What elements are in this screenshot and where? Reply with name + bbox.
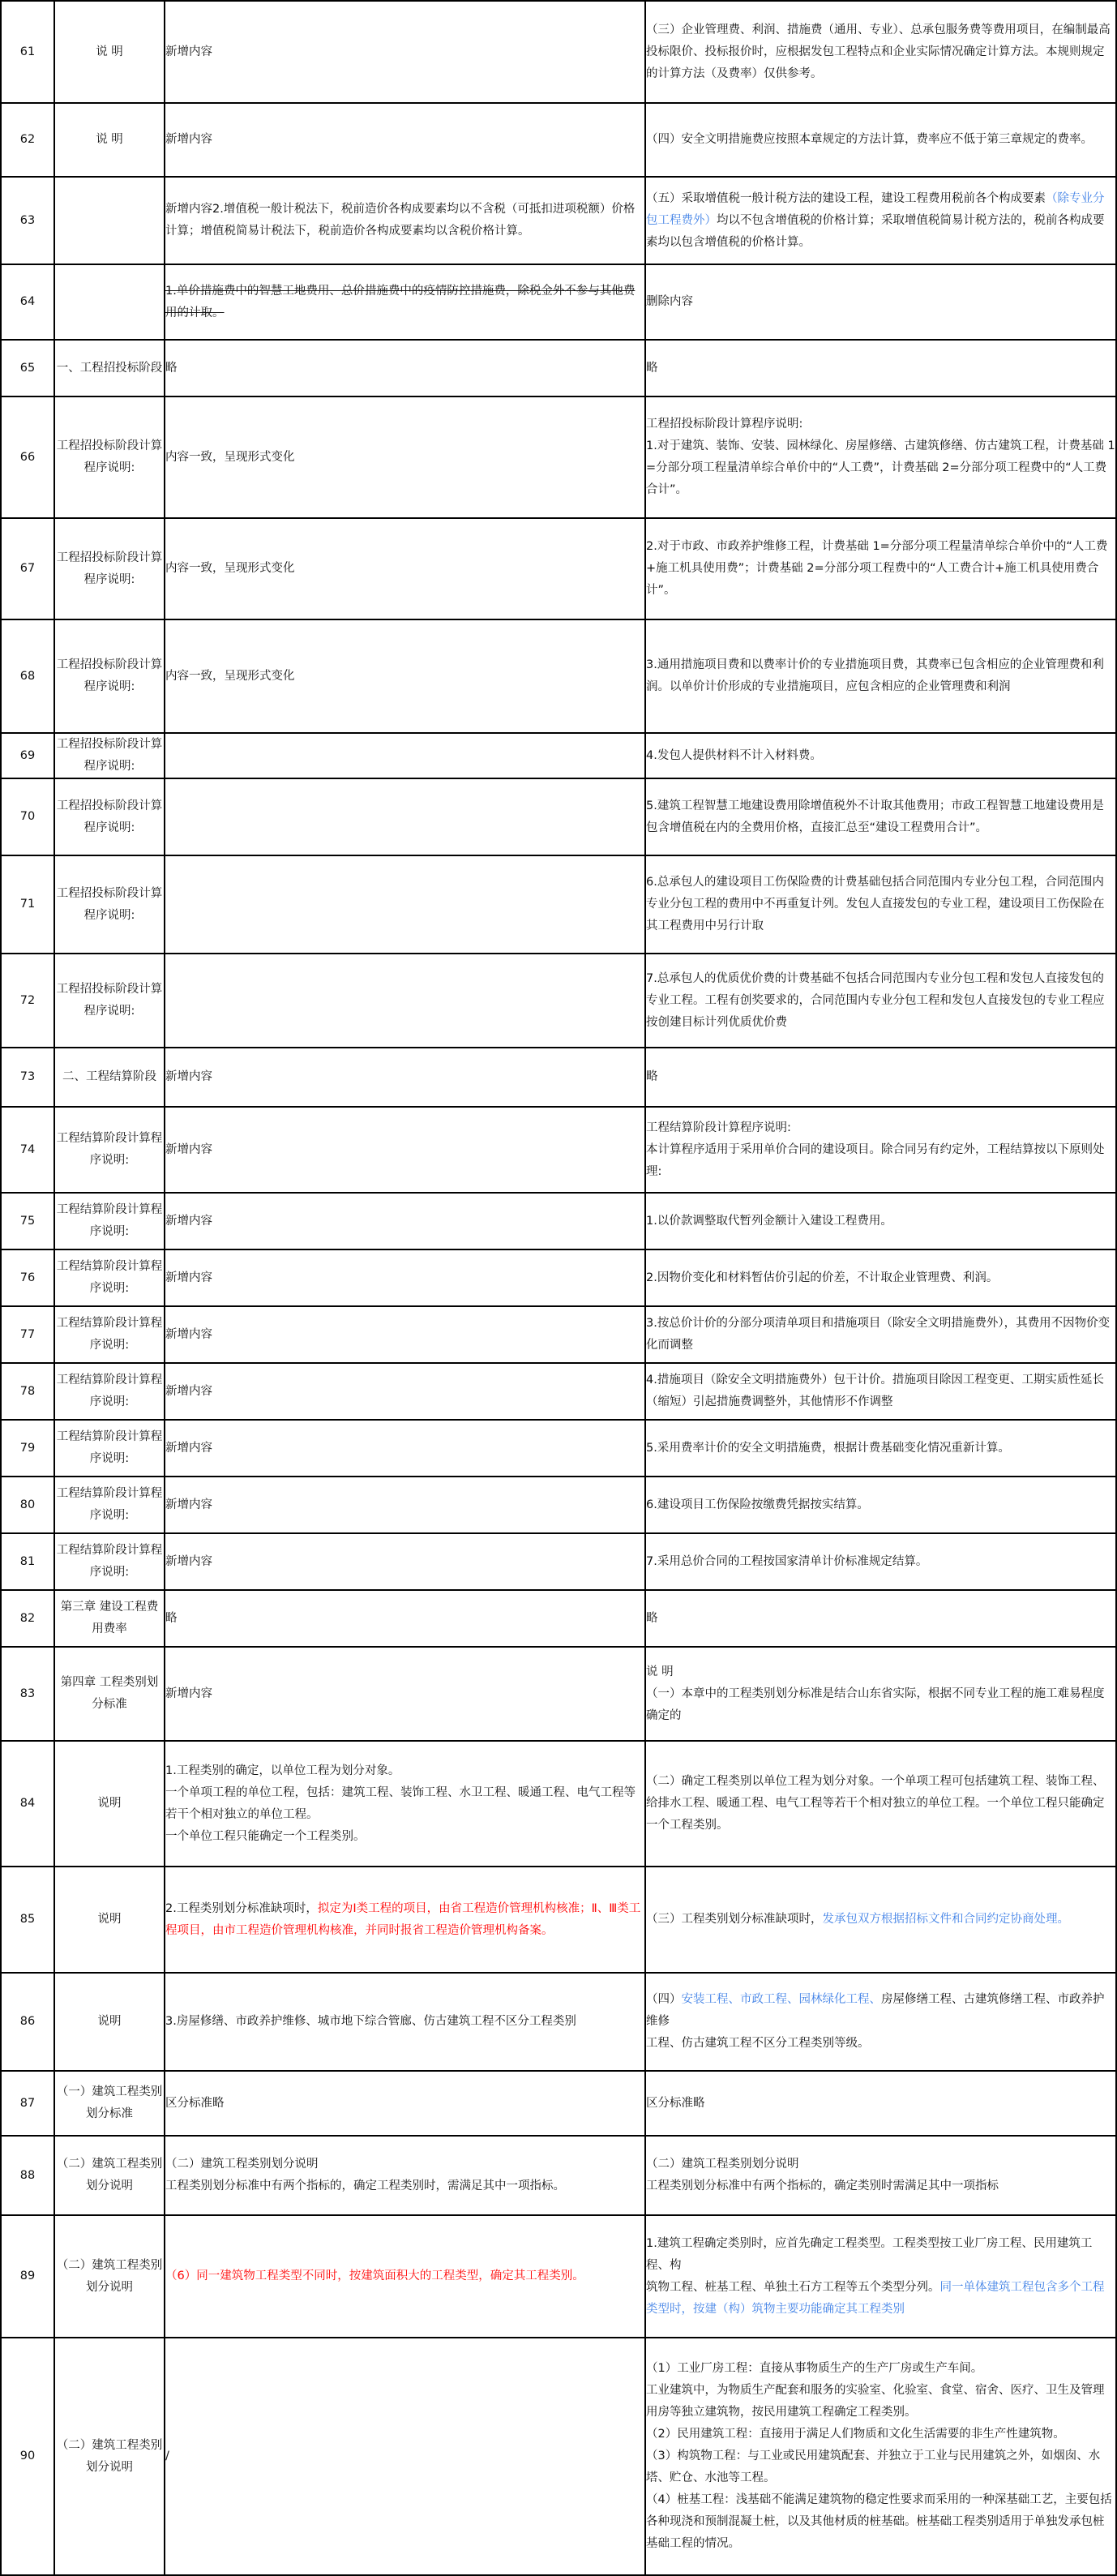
table-row [1, 778, 1116, 855]
cell-text: 新增内容 [165, 1384, 212, 1398]
cell-text: 5.采用费率计价的安全文明措施费，根据计费基础变化情况重新计算。 [646, 1441, 1010, 1455]
deleted-text: 1.单价措施费中的智慧工地费用、总价措施费中的疫情防控措施费，除税金外不参与其他费用的计取。 [165, 284, 636, 319]
section-cell: 工程招投标阶段计算程序说明: [54, 778, 165, 855]
table-row [1, 396, 1116, 518]
section-cell: 说明 [54, 1973, 165, 2071]
section-cell: 工程招投标阶段计算程序说明: [54, 396, 165, 518]
original-content-cell [165, 518, 645, 619]
cell-text-line: 一个单位工程只能确定一个工程类别。 [165, 1829, 366, 1843]
row-number: 62 [1, 103, 54, 177]
cell-text: 内容一致，呈现形式变化 [165, 450, 295, 464]
red-highlight-text: （6）同一建筑物工程类型不同时，按建筑面积大的工程类型，确定其工程类别。 [165, 2270, 584, 2282]
row-number: 80 [1, 1477, 54, 1533]
table-row [1, 855, 1116, 954]
cell-text: 略 [646, 361, 658, 375]
revised-content-cell [645, 1867, 1116, 1973]
table-row [1, 1, 1116, 103]
revised-content-cell [645, 1363, 1116, 1420]
cell-text: 3.通用措施项目费和以费率计价的专业措施项目费，其费率已包含相应的企业管理费和利润。以单价计价形成的专业措施项目，应包含相应的企业管理费和利润 [646, 658, 1104, 693]
row-number: 64 [1, 264, 54, 340]
cell-text: 工程招投标阶段计算程序说明: [646, 418, 803, 431]
section-cell: （二）建筑工程类别划分说明 [54, 2136, 165, 2215]
blue-highlight-text: 发承包双方根据招标文件和合同约定协商处理。 [822, 1913, 1069, 1926]
cell-text: （五）采取增值税一般计税方法的建设工程，建设工程费用税前各个构成要素 [646, 191, 1046, 205]
revised-content-cell [645, 1477, 1116, 1533]
revised-content-cell [645, 177, 1116, 264]
revised-content-cell [645, 954, 1116, 1048]
row-number: 69 [1, 733, 54, 778]
table-row [1, 1867, 1116, 1973]
row-number: 79 [1, 1420, 54, 1477]
revised-content-cell [645, 1249, 1116, 1306]
cell-text: 5.建筑工程智慧工地建设费用除增值税外不计取其他费用；市政工程智慧工地建设费用是包含增值税在内的全费用价格，直接汇总至“建设工程费用合计”。 [646, 799, 1104, 834]
row-number: 63 [1, 177, 54, 264]
cell-text: 1.对于建筑、装饰、安装、园林绿化、房屋修缮、古建筑修缮、仿古建筑工程，计费基础 1=分部分项工程量清单综合单价中的“人工费”，计费基础 2=分部分项工程费中的“人工费合计”。 [646, 439, 1115, 496]
row-number: 73 [1, 1048, 54, 1107]
revised-content-cell [645, 396, 1116, 518]
table-row [1, 1533, 1116, 1590]
cell-text: 略 [165, 1611, 178, 1625]
cell-text: 4.发包人提供材料不计入材料费。 [646, 748, 822, 762]
table-row [1, 1249, 1116, 1306]
section-cell: 一、工程招投标阶段 [54, 340, 165, 396]
table-row [1, 1193, 1116, 1249]
revised-content-cell [645, 518, 1116, 619]
cell-text: 2.因物价变化和材料暂估价引起的价差，不计取企业管理费、利润。 [646, 1271, 999, 1284]
cell-text: 工程类别划分标准中有两个指标的，确定类别时需满足其中一项指标 [646, 2180, 999, 2192]
original-content-cell [165, 264, 645, 340]
row-number: 72 [1, 954, 54, 1048]
cell-text: 筑物工程、桩基工程、单独土石方工程等五个类型分列。 [646, 2280, 940, 2294]
revised-content-cell [645, 1420, 1116, 1477]
table-row [1, 2136, 1116, 2215]
cell-text: 3.按总价计价的分部分项清单项目和措施项目（除安全文明措施费外），其费用不因物价变化而调整 [646, 1317, 1111, 1352]
table-row [1, 2071, 1116, 2136]
row-number: 61 [1, 1, 54, 103]
section-cell: 工程招投标阶段计算程序说明: [54, 518, 165, 619]
cell-text-line: 工程类别划分标准中有两个指标的，确定工程类别时，需满足其中一项指标。 [165, 2180, 565, 2192]
cell-text: 新增内容 [165, 45, 212, 58]
row-number: 86 [1, 1973, 54, 2071]
section-cell: 工程结算阶段计算程序说明: [54, 1249, 165, 1306]
original-content-cell [165, 2136, 645, 2215]
section-cell: 工程结算阶段计算程序说明: [54, 1306, 165, 1363]
cell-text-line: （二）建筑工程类别划分说明 [165, 2158, 319, 2171]
original-content-cell [165, 1477, 645, 1533]
table-row [1, 1477, 1116, 1533]
original-content-cell [165, 778, 645, 855]
section-cell [54, 264, 165, 340]
revised-content-cell [645, 1533, 1116, 1590]
table-row [1, 1107, 1116, 1193]
row-number: 81 [1, 1533, 54, 1590]
cell-text: 新增内容 [165, 1687, 212, 1700]
section-cell: （二）建筑工程类别划分说明 [54, 2215, 165, 2338]
cell-text: 均以不包含增值税的价格计算；采取增值税简易计税方法的，税前各构成要素均以包含增值税的价格计算。 [646, 213, 1105, 249]
table-row [1, 340, 1116, 396]
cell-text: 略 [646, 1611, 658, 1625]
row-number: 90 [1, 2338, 54, 2575]
original-content-cell [165, 1420, 645, 1477]
section-cell: 工程招投标阶段计算程序说明: [54, 619, 165, 733]
blue-highlight-text: （除专业分包工程费外） [646, 191, 1105, 227]
cell-text: 区分标准略 [165, 2096, 225, 2110]
cell-text: 删除内容 [646, 295, 693, 308]
cell-text: （四）安全文明措施费应按照本章规定的方法计算，费率应不低于第三章规定的费率。 [646, 133, 1093, 146]
cell-text: （二）确定工程类别以单位工程为划分对象。一个单项工程可包括建筑工程、装饰工程、给排水工程、暖通工程、电气工程等若干个相对独立的单位工程。一个单位工程只能确定一个工程类别。 [646, 1775, 1105, 1832]
table-row [1, 1647, 1116, 1741]
revised-content-cell [645, 2136, 1116, 2215]
original-content-cell [165, 2071, 645, 2136]
cell-text: 新增内容 [165, 1214, 212, 1228]
table-row [1, 2338, 1116, 2575]
original-content-cell [165, 2338, 645, 2575]
revised-content-cell [645, 1973, 1116, 2071]
table-row [1, 1973, 1116, 2071]
cell-text: 说 明 [646, 1665, 674, 1678]
row-number: 85 [1, 1867, 54, 1973]
cell-text: 7.总承包人的优质优价费的计费基础不包括合同范围内专业分包工程和发包人直接发包的专业工程。工程有创奖要求的，合同范围内专业分包工程和发包人直接发包的专业工程应按创建目标计列优质优价费 [646, 971, 1105, 1029]
original-content-cell [165, 1867, 645, 1973]
row-number: 82 [1, 1590, 54, 1647]
cell-text: 新增内容 [165, 133, 212, 146]
revised-content-cell [645, 778, 1116, 855]
original-content-cell [165, 1, 645, 103]
cell-text: 1.以价款调整取代暂列金额计入建设工程费用。 [646, 1214, 892, 1228]
revised-content-cell [645, 1048, 1116, 1107]
cell-text: 1.建筑工程确定类别时，应首先确定工程类型。工程类型按工业厂房工程、民用建筑工程、构 [646, 2236, 1093, 2272]
revised-content-cell [645, 103, 1116, 177]
revised-content-cell [645, 1741, 1116, 1867]
section-cell: 工程结算阶段计算程序说明: [54, 1107, 165, 1193]
cell-text: 新增内容 [165, 1327, 212, 1341]
row-number: 68 [1, 619, 54, 733]
cell-text: 2.对于市政、市政养护维修工程，计费基础 1=分部分项工程量清单综合单价中的“人工费+施工机具使用费”；计费基础 2=分部分项工程费中的“人工费合计+施工机具使用费合计”。 [646, 540, 1108, 597]
section-cell: 工程结算阶段计算程序说明: [54, 1477, 165, 1533]
table-row [1, 1741, 1116, 1867]
row-number: 84 [1, 1741, 54, 1867]
cell-text: （2）民用建筑工程：直接用于满足人们物质和文化生活需要的非生产性建筑物。 [646, 2428, 1065, 2441]
original-content-cell [165, 855, 645, 954]
revised-content-cell [645, 2338, 1116, 2575]
revised-content-cell [645, 2071, 1116, 2136]
original-content-cell [165, 1647, 645, 1741]
revised-content-cell [645, 1107, 1116, 1193]
cell-text: （三）工程类别划分标准缺项时， [646, 1913, 823, 1926]
row-number: 76 [1, 1249, 54, 1306]
section-cell [54, 177, 165, 264]
cell-text: / [165, 2450, 169, 2462]
revised-content-cell [645, 264, 1116, 340]
revised-content-cell [645, 1193, 1116, 1249]
section-cell: 工程招投标阶段计算程序说明: [54, 855, 165, 954]
section-cell: 第四章 工程类别划分标准 [54, 1647, 165, 1741]
table-row [1, 733, 1116, 778]
table-row [1, 518, 1116, 619]
cell-text: （一）本章中的工程类别划分标准是结合山东省实际，根据不同专业工程的施工难易程度确定的 [646, 1687, 1105, 1722]
cell-text-line: 一个单项工程的单位工程，包括：建筑工程、装饰工程、水卫工程、暖通工程、电气工程等若干个相对独立的单位工程。 [165, 1785, 636, 1821]
revised-content-cell [645, 619, 1116, 733]
section-cell: 说明 [54, 1741, 165, 1867]
revised-content-cell [645, 855, 1116, 954]
row-number: 89 [1, 2215, 54, 2338]
row-number: 66 [1, 396, 54, 518]
revised-content-cell [645, 340, 1116, 396]
cell-text: 区分标准略 [646, 2096, 705, 2110]
cell-text: （4）桩基工程：浅基础不能满足建筑物的稳定性要求而采用的一种深基础工艺，主要包括各种现浇和预制混凝土桩，以及其他材质的桩基础。桩基础工程类别适用于单独发承包桩基础工程的情况。 [646, 2493, 1112, 2550]
table-body [1, 1, 1116, 2575]
section-cell: 说 明 [54, 103, 165, 177]
original-content-cell [165, 1249, 645, 1306]
row-number: 71 [1, 855, 54, 954]
original-content-cell [165, 733, 645, 778]
original-content-cell [165, 177, 645, 264]
row-number: 83 [1, 1647, 54, 1741]
row-number: 78 [1, 1363, 54, 1420]
cell-text: （1）工业厂房工程：直接从事物质生产的生产厂房或生产车间。 [646, 2362, 983, 2375]
section-cell: 工程结算阶段计算程序说明: [54, 1533, 165, 1590]
cell-text: 4.措施项目（除安全文明措施费外）包干计价。措施项目除因工程变更、工期实质性延长（缩短）引起措施费调整外，其他情形不作调整 [646, 1374, 1104, 1408]
original-content-cell [165, 396, 645, 518]
cell-text: 内容一致，呈现形式变化 [165, 562, 295, 575]
cell-text: 6.建设项目工伤保险按缴费凭据按实结算。 [646, 1498, 869, 1511]
cell-text: （四） [646, 1993, 682, 2006]
cell-text: 略 [165, 361, 178, 375]
cell-text: 7.采用总价合同的工程按国家清单计价标准规定结算。 [646, 1554, 928, 1568]
blue-highlight-text: 同一单体建筑工程包含多个工程类型时，按建（构）筑物主要功能确定其工程类别 [646, 2280, 1105, 2316]
original-content-cell [165, 619, 645, 733]
revised-content-cell [645, 1306, 1116, 1363]
original-content-cell [165, 1306, 645, 1363]
cell-text-line: 1.工程类别的确定，以单位工程为划分对象。 [165, 1764, 400, 1777]
revised-content-cell [645, 1, 1116, 103]
cell-text: 新增内容 [165, 1498, 212, 1511]
section-cell: 二、工程结算阶段 [54, 1048, 165, 1107]
cell-text: 工程结算阶段计算程序说明: [646, 1121, 791, 1134]
blue-highlight-text: 安装工程、市政工程、园林绿化工程、 [681, 1993, 881, 2006]
cell-text: （3）构筑物工程：与工业或民用建筑配套、并独立于工业与民用建筑之外，如烟囱、水塔、贮仓、水池等工程。 [646, 2450, 1101, 2484]
revised-content-cell [645, 733, 1116, 778]
revised-content-cell [645, 2215, 1116, 2338]
section-cell: 第三章 建设工程费用费率 [54, 1590, 165, 1647]
row-number: 74 [1, 1107, 54, 1193]
section-cell: 工程招投标阶段计算程序说明: [54, 733, 165, 778]
row-number: 67 [1, 518, 54, 619]
table-row [1, 2215, 1116, 2338]
cell-text: 2.工程类别划分标准缺项时， [165, 1901, 318, 1915]
original-content-cell [165, 340, 645, 396]
original-content-cell [165, 2215, 645, 2338]
table-row [1, 264, 1116, 340]
cell-text: 工程、仿古建筑工程不区分工程类别等级。 [646, 2037, 870, 2050]
row-number: 70 [1, 778, 54, 855]
table-row [1, 619, 1116, 733]
row-number: 88 [1, 2136, 54, 2215]
original-content-cell [165, 1048, 645, 1107]
cell-text: 略 [646, 1070, 658, 1083]
revised-content-cell [645, 1647, 1116, 1741]
section-cell: 工程招投标阶段计算程序说明: [54, 954, 165, 1048]
table-row [1, 1420, 1116, 1477]
original-content-cell [165, 954, 645, 1048]
section-cell: （二）建筑工程类别划分说明 [54, 2338, 165, 2575]
original-content-cell [165, 1973, 645, 2071]
cell-text: 3.房屋修缮、市政养护维修、城市地下综合管廊、仿古建筑工程不区分工程类别 [165, 2015, 576, 2028]
original-content-cell [165, 1363, 645, 1420]
row-number: 75 [1, 1193, 54, 1249]
original-content-cell [165, 1590, 645, 1647]
cell-text: 6.总承包人的建设项目工伤保险费的计费基础包括合同范围内专业分包工程，合同范围内专业分包工程的费用中不再重复计列。发包人直接发包的专业工程，建设项目工伤保险在其工程费用中另行计取 [646, 876, 1105, 932]
original-content-cell [165, 1533, 645, 1590]
cell-text: （三）企业管理费、利润、措施费（通用、专业）、总承包服务费等费用项目，在编制最高投标限价、投标报价时，应根据发包工程特点和企业实际情况确定计算方法。本规则规定的计算方法（及费率）仅供参考。 [646, 23, 1111, 80]
cell-text: （二）建筑工程类别划分说明 [646, 2158, 799, 2171]
table-row [1, 954, 1116, 1048]
cell-text: 新增内容2.增值税一般计税法下，税前造价各构成要素均以不含税（可抵扣进项税额）价格计算；增值税简易计税法下，税前造价各构成要素均以含税价格计算。 [165, 203, 636, 238]
original-content-cell [165, 1193, 645, 1249]
table-row [1, 177, 1116, 264]
table-row [1, 1048, 1116, 1107]
cell-text: 新增内容 [165, 1142, 212, 1156]
cell-text: 新增内容 [165, 1070, 212, 1083]
original-content-cell [165, 1741, 645, 1867]
table-row [1, 1590, 1116, 1647]
row-number: 65 [1, 340, 54, 396]
cell-text: 房屋修缮工程、古建筑修缮工程、市政养护维修 [646, 1993, 1105, 2028]
cell-text: 新增内容 [165, 1554, 212, 1568]
cell-text: 新增内容 [165, 1271, 212, 1284]
revised-content-cell [645, 1590, 1116, 1647]
section-cell: 说 明 [54, 1, 165, 103]
cell-text: 本计算程序适用于采用单价合同的建设项目。除合同另有约定外，工程结算按以下原则处理: [646, 1142, 1105, 1178]
cell-text: 工业建筑中，为物质生产配套和服务的实验室、化验室、食堂、宿舍、医疗、卫生及管理用房等独立建筑物，按民用建筑工程确定工程类别。 [646, 2384, 1105, 2419]
red-highlight-text: 拟定为Ⅰ类工程的项目，由省工程造价管理机构核准；Ⅱ、Ⅲ类工程项目，由市工程造价管理机构核准，并同时报省工程造价管理机构备案。 [165, 1901, 641, 1937]
section-cell: 工程结算阶段计算程序说明: [54, 1363, 165, 1420]
section-cell: 工程结算阶段计算程序说明: [54, 1193, 165, 1249]
cell-text: 内容一致，呈现形式变化 [165, 669, 295, 683]
table-row [1, 1363, 1116, 1420]
row-number: 77 [1, 1306, 54, 1363]
row-number: 87 [1, 2071, 54, 2136]
cell-text: 新增内容 [165, 1441, 212, 1455]
section-cell: （一）建筑工程类别划分标准 [54, 2071, 165, 2136]
section-cell: 说明 [54, 1867, 165, 1973]
table-row [1, 1306, 1116, 1363]
section-cell: 工程结算阶段计算程序说明: [54, 1420, 165, 1477]
original-content-cell [165, 103, 645, 177]
original-content-cell [165, 1107, 645, 1193]
table-row [1, 103, 1116, 177]
